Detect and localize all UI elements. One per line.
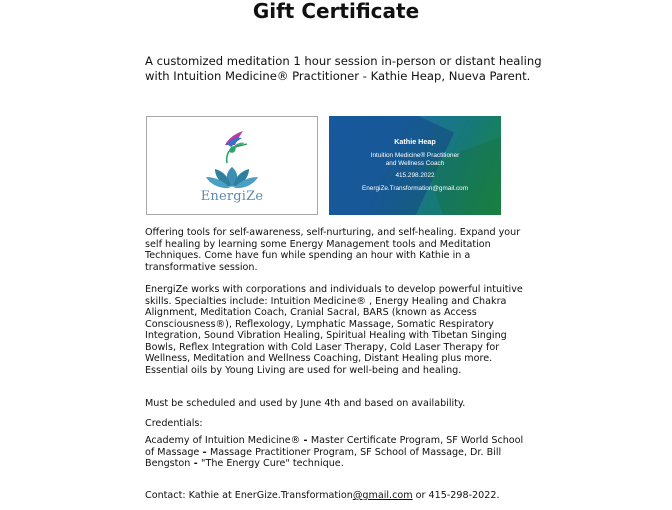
intro-text: A customized meditation 1 hour session in-person or distant healing with Intuition Medicine® Practitioner - Kathie Heap, Nueva Parent.: [145, 54, 542, 83]
credential-detail: Master Certificate Program, SF World School of Massage: [145, 435, 524, 458]
credential-detail: Massage Practitioner Program, SF School of Massage, Dr. Bill Bengston: [145, 446, 502, 469]
card-phone: 415.298.2022: [395, 172, 435, 179]
lotus-icon: [206, 167, 258, 188]
card-name: Kathie Heap: [394, 137, 436, 146]
energize-wordmark: EnergiZe: [200, 189, 264, 204]
card-role: and Wellness Coach: [385, 160, 445, 167]
contact-line: [145, 490, 535, 502]
hummingbird-icon: [225, 131, 247, 163]
credentials-list: [145, 435, 535, 470]
schedule-note: Must be scheduled and used by June 4th and based on availability.: [145, 398, 466, 409]
credential-detail: "The Energy Cure" technique.: [201, 458, 344, 469]
specialties-paragraph: EnergiZe works with corporations and individuals to develop powerful intuitive skills. Specialties include: Intuition Medicine® , Energy Healing and Chakra Alignment, Meditation Coach, Cranial Sacral, BARS (known as Access Consciousness®), Reflexology, Lymphatic Massage, Somatic Respiratory Integration, Sound Vibration Healing, Spiritual Healing with Tibetan Singing Bowls, Reflex Integration with Cold Laser Therapy, Cold Laser Therapy for Wellness, Meditation and Wellness Coaching, Distant Healing plus more. Essential oils by Young Living are used for well-being and healing.: [145, 284, 523, 376]
energize-logo-card: [146, 116, 318, 215]
credential-separator: -: [190, 458, 202, 469]
credentials-label: Credentials:: [145, 418, 203, 429]
credential-separator: -: [300, 435, 311, 446]
card-role: Intuition Medicine® Practitioner: [370, 152, 460, 159]
email-link[interactable]: @gmail.com: [352, 490, 413, 501]
contact-suffix: or 415-298-2022.: [412, 490, 500, 501]
credential-separator: -: [199, 446, 210, 458]
credential-org: Academy of Intuition Medicine®: [145, 435, 301, 446]
page-title: Gift Certificate: [252, 0, 420, 23]
card-email: EnergiZe.Transformation@gmail.com: [361, 185, 469, 192]
business-card: [329, 116, 501, 215]
contact-prefix: Contact: Kathie at EnerGize.Transformation: [145, 490, 353, 501]
offering-paragraph: Offering tools for self-awareness, self-nurturing, and self-healing. Expand your self healing by learning some Energy Management tools and Meditation Techniques. Come have fun while spending an hour with Kathie in a transformative session.: [145, 227, 521, 273]
